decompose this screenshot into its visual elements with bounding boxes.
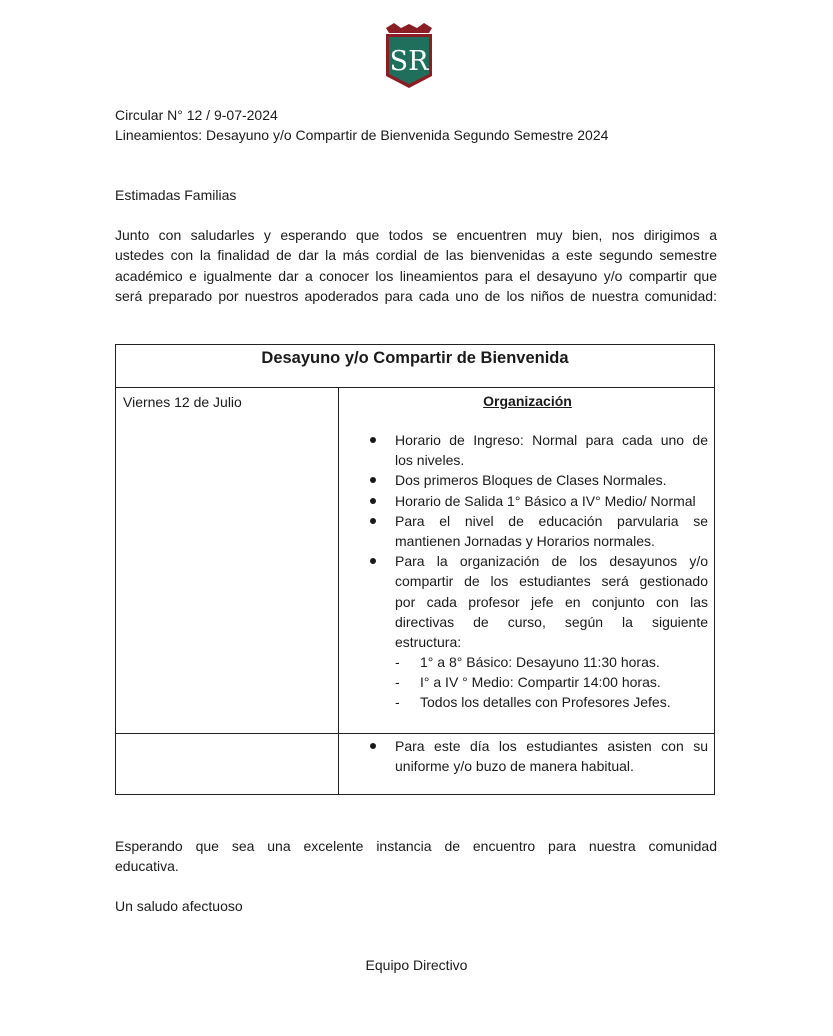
list-item: Dos primeros Bloques de Clases Normales. — [346, 470, 708, 490]
schedule-table — [115, 344, 715, 795]
closing-paragraph — [115, 836, 717, 877]
uniform-list — [346, 736, 708, 776]
table-title: Desayuno y/o Compartir de Bienvenida — [116, 345, 714, 388]
bullet-icon — [370, 558, 376, 564]
organization-list — [346, 430, 708, 712]
bullet-icon — [370, 437, 376, 443]
intro-line: ustedes con la finalidad de dar la más cordial de las bienvenidas a este segundo semestre — [115, 247, 717, 264]
school-logo — [384, 22, 434, 90]
intro-line: académico e igualmente dar a conocer los lineamientos para el desayuno y/o compartir que — [115, 267, 717, 284]
bullet-icon — [370, 743, 376, 749]
intro-line: será preparado por nuestros apoderados para cada uno de los niños de nuestra comunidad: — [115, 287, 717, 304]
greeting: Estimadas Familias — [115, 187, 237, 203]
event-date: Viernes 12 de Julio — [123, 394, 242, 410]
list-item: Para este día los estudiantes asisten con su uniforme y/o buzo de manera habitual. — [346, 736, 708, 776]
logo-crown — [386, 23, 432, 33]
bullet-icon — [370, 498, 376, 504]
dash-marker: - — [395, 674, 400, 691]
list-item: Para la organización de los desayunos y/o compartir de los estudiantes será gestionado por cada profesor jefe en conjunto con las directivas de curso, según la siguiente estructura: — [346, 551, 708, 652]
list-item: Para el nivel de educación parvularia se mantienen Jornadas y Horarios normales. — [346, 511, 708, 551]
circular-subject: Lineamientos: Desayuno y/o Compartir de Bienvenida Segundo Semestre 2024 — [115, 127, 609, 143]
list-item: Horario de Salida 1° Básico a IV° Medio/ Normal — [346, 491, 708, 511]
dash-marker: - — [395, 654, 400, 671]
organization-heading: Organización — [483, 393, 572, 409]
closing-line: Esperando que sea una excelente instancia de encuentro para nuestra comunidad — [115, 838, 717, 854]
intro-line: Junto con saludarles y esperando que todos se encuentren muy bien, nos dirigimos a — [115, 227, 717, 243]
signature: Equipo Directivo — [365, 957, 468, 973]
bullet-icon — [370, 518, 376, 524]
logo-initials: SR — [389, 46, 429, 77]
closing-line: educativa. — [115, 858, 179, 875]
dash-marker: - — [395, 694, 400, 711]
list-item: Horario de Ingreso: Normal para cada uno de los niveles. — [346, 430, 708, 470]
row-divider — [116, 733, 714, 734]
sublist-item: - Todos los detalles con Profesores Jefes. — [395, 694, 671, 711]
bullet-icon — [370, 477, 376, 483]
circular-number: Circular N° 12 / 9-07-2024 — [115, 107, 278, 123]
farewell: Un saludo afectuoso — [115, 898, 243, 914]
sublist-item: - I° a IV ° Medio: Compartir 14:00 horas. — [395, 674, 661, 691]
intro-paragraph — [115, 225, 717, 306]
sublist-item: - 1° a 8° Básico: Desayuno 11:30 horas. — [395, 654, 660, 671]
